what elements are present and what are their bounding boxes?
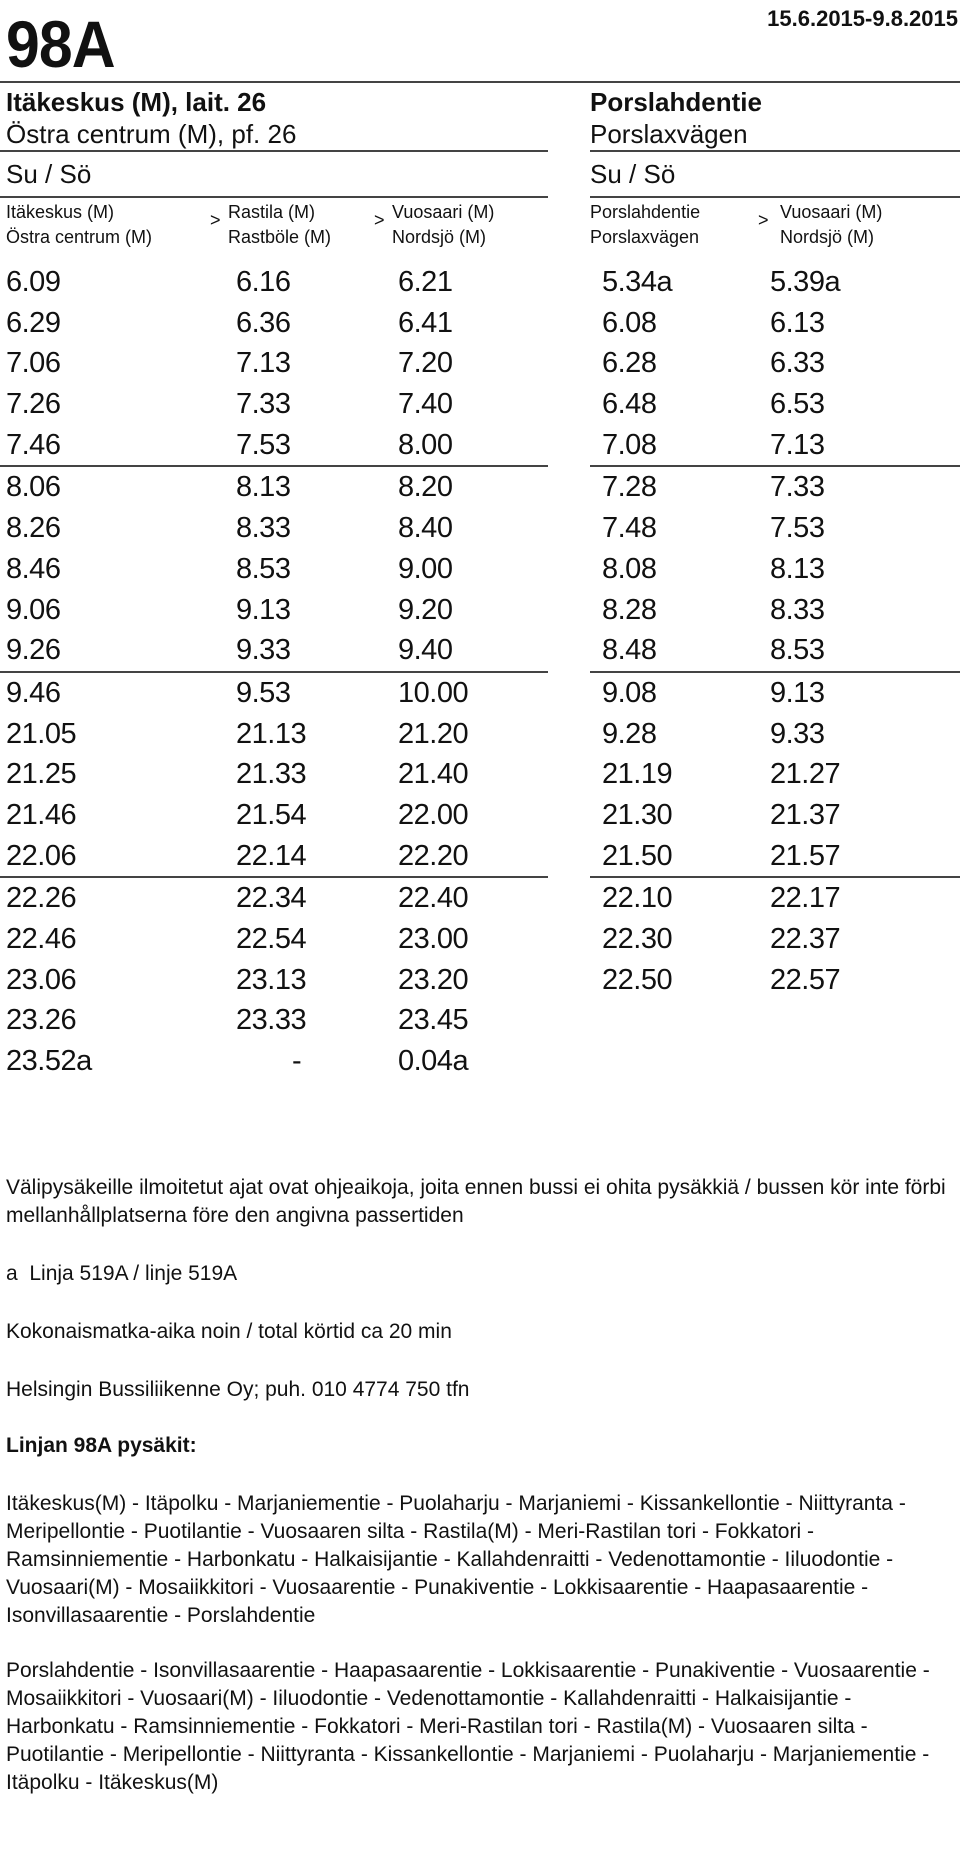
departure-time: - <box>292 1045 302 1078</box>
header-sv: Rastböle (M) <box>228 227 332 247</box>
departure-time: 21.27 <box>770 758 841 791</box>
departure-time: 23.45 <box>398 1004 469 1037</box>
departure-time: 21.19 <box>602 758 673 791</box>
day-label: Su / Sö <box>6 159 92 189</box>
departure-rows <box>590 262 960 1000</box>
departure-row <box>590 714 960 755</box>
departure-time: 21.57 <box>770 839 841 872</box>
departure-time: 23.26 <box>6 1004 77 1037</box>
departure-time: 23.52a <box>6 1045 92 1078</box>
departure-time: 23.13 <box>236 963 307 996</box>
header-sv: Nordsjö (M) <box>780 227 875 247</box>
departure-time: 6.13 <box>770 306 825 339</box>
departure-time: 6.29 <box>6 306 61 339</box>
departure-row <box>590 630 960 673</box>
timetable-itakeskus <box>0 86 548 1082</box>
departure-time: 8.33 <box>236 512 291 545</box>
departure-row <box>590 262 960 303</box>
departure-row <box>590 467 960 508</box>
route-number: 98A <box>6 7 115 81</box>
stop-name-sv: Östra centrum (M), pf. 26 <box>6 119 297 149</box>
header-fi: Vuosaari (M) <box>780 202 883 222</box>
departure-time: 7.06 <box>6 347 61 380</box>
departure-time: 7.48 <box>602 512 657 545</box>
departure-time: 8.33 <box>770 593 825 626</box>
header-fi: Vuosaari (M) <box>392 202 495 222</box>
departure-time: 22.30 <box>602 923 673 955</box>
departure-row <box>0 1000 548 1041</box>
departure-time: 22.00 <box>398 798 469 831</box>
departure-time: 8.48 <box>602 634 657 667</box>
departure-row <box>0 960 548 1001</box>
departure-time: 6.33 <box>770 347 825 380</box>
day-label: Su / Sö <box>590 159 676 189</box>
departure-time: 21.30 <box>602 798 673 831</box>
departure-time: 6.36 <box>236 306 291 339</box>
departure-time: 8.08 <box>602 552 657 585</box>
departure-row <box>0 384 548 425</box>
departure-time: 6.21 <box>398 266 453 298</box>
departure-row <box>590 303 960 344</box>
departure-time: 10.00 <box>398 676 469 709</box>
departure-time: 22.26 <box>6 882 77 915</box>
departure-time: 9.53 <box>236 676 291 709</box>
departure-row <box>590 384 960 425</box>
validity-period: 15.6.2015-9.8.2015 <box>767 6 958 31</box>
departure-time: 8.28 <box>602 593 657 626</box>
departure-time: 23.00 <box>398 923 469 955</box>
departure-time: 23.06 <box>6 963 77 996</box>
departure-row <box>590 590 960 631</box>
departure-row <box>0 1041 548 1082</box>
departure-time: 5.39a <box>770 266 841 298</box>
departure-time: 6.16 <box>236 266 291 298</box>
departure-time: 6.53 <box>770 388 825 421</box>
departure-row <box>590 673 960 714</box>
departure-time: 8.53 <box>236 552 291 585</box>
departure-time: 21.37 <box>770 798 841 831</box>
departure-row <box>0 467 548 508</box>
departure-time: 21.46 <box>6 798 77 831</box>
departure-row <box>590 878 960 919</box>
departure-time: 22.57 <box>770 963 841 996</box>
departure-time: 22.37 <box>770 923 841 955</box>
departure-time: 21.05 <box>6 717 77 750</box>
total-travel-time: Kokonaismatka-aika noin / total körtid ca 20 min <box>6 1320 452 1343</box>
departure-rows <box>0 262 548 1082</box>
column-headers <box>0 198 548 254</box>
header-divider <box>0 81 960 83</box>
departure-time: 6.41 <box>398 306 453 339</box>
departure-row <box>0 714 548 755</box>
column-header <box>780 200 882 250</box>
departure-time: 23.33 <box>236 1004 307 1037</box>
departure-row <box>0 836 548 879</box>
departure-time: 6.09 <box>6 266 61 298</box>
departure-time: 8.06 <box>6 471 61 504</box>
departure-row <box>590 960 960 1001</box>
stops-outbound: Itäkeskus(M) - Itäpolku - Marjaniementie - Puolaharju - Marjaniemi - Kissankellontie - Niittyranta - Meripellontie - Puotilantie - Vuosaaren silta - Rastila(M) - Meri-Rastilan tori - Fokkatori - Ramsinniementie - Harbonkatu - Halkaisijantie - Kallahdenraitti - Vedenottamontie - Iiluodontie - Vuosaari(M) - Mosaiikkitori - Vuosaarentie - Punakiventie - Lokkisaarentie - Haapasaarentie - Isonvillasaarentie - Porslahdentie <box>6 1492 906 1627</box>
departure-time: 21.13 <box>236 717 307 750</box>
departure-time: 7.33 <box>236 388 291 421</box>
departure-row <box>0 343 548 384</box>
departure-row <box>0 590 548 631</box>
departure-time: 0.04a <box>398 1045 469 1078</box>
departure-row <box>0 425 548 468</box>
departure-time: 22.14 <box>236 839 307 872</box>
column-headers <box>590 198 960 254</box>
column-header <box>392 200 494 250</box>
departure-time: 21.54 <box>236 798 307 831</box>
departure-time: 7.26 <box>6 388 61 421</box>
departure-row <box>0 549 548 590</box>
departure-row <box>590 549 960 590</box>
departure-time: 5.34a <box>602 266 673 298</box>
departure-time: 22.10 <box>602 882 673 915</box>
departure-time: 8.13 <box>236 471 291 504</box>
column-header <box>590 200 700 250</box>
departure-row <box>0 878 548 919</box>
departure-time: 9.40 <box>398 634 453 667</box>
column-header <box>6 200 152 250</box>
departure-row <box>590 425 960 468</box>
departure-row <box>0 754 548 795</box>
operator-info: Helsingin Bussiliikenne Oy; puh. 010 4774 750 tfn <box>6 1378 470 1401</box>
departure-time: 7.46 <box>6 428 61 461</box>
stop-name-fi: Porslahdentie <box>590 87 762 117</box>
stop-name-sv: Porslaxvägen <box>590 119 748 149</box>
departure-time: 9.46 <box>6 676 61 709</box>
departure-time: 7.53 <box>236 428 291 461</box>
departure-time: 9.13 <box>770 676 825 709</box>
departure-time: 7.28 <box>602 471 657 504</box>
departure-row <box>0 303 548 344</box>
departure-time: 7.53 <box>770 512 825 545</box>
departure-row <box>0 673 548 714</box>
departure-time: 21.33 <box>236 758 307 791</box>
header-fi: Rastila (M) <box>228 202 316 222</box>
departure-row <box>590 508 960 549</box>
notes-section <box>6 1174 956 1797</box>
departure-time: 9.00 <box>398 552 453 585</box>
timetable-porslahdentie <box>590 86 960 1000</box>
departure-row <box>0 919 548 960</box>
departure-time: 8.40 <box>398 512 453 545</box>
departure-time: 7.08 <box>602 428 657 461</box>
departure-row <box>590 919 960 960</box>
header-fi: Itäkeskus (M) <box>6 202 115 222</box>
departure-row <box>590 836 960 879</box>
departure-time: 7.20 <box>398 347 453 380</box>
departure-time: 23.20 <box>398 963 469 996</box>
footnote-a: a Linja 519A / linje 519A <box>6 1262 238 1285</box>
departure-time: 22.34 <box>236 882 307 915</box>
departure-time: 9.33 <box>236 634 291 667</box>
departure-time: 6.28 <box>602 347 657 380</box>
departure-row <box>0 508 548 549</box>
departure-time: 7.33 <box>770 471 825 504</box>
departure-time: 22.46 <box>6 923 77 955</box>
departure-time: 8.26 <box>6 512 61 545</box>
departure-time: 21.25 <box>6 758 77 791</box>
departure-row <box>590 343 960 384</box>
departure-row <box>0 795 548 836</box>
departure-time: 9.20 <box>398 593 453 626</box>
header-sv: Östra centrum (M) <box>6 227 153 247</box>
departure-time: 9.33 <box>770 717 825 750</box>
departure-time: 8.20 <box>398 471 453 504</box>
departure-row <box>0 630 548 673</box>
departure-time: 22.50 <box>602 963 673 996</box>
departure-time: 6.08 <box>602 306 657 339</box>
departure-time: 9.13 <box>236 593 291 626</box>
stop-name-fi: Itäkeskus (M), lait. 26 <box>6 87 267 117</box>
departure-time: 22.17 <box>770 882 841 915</box>
direction-arrow: > <box>374 210 385 230</box>
departure-time: 21.40 <box>398 758 469 791</box>
departure-time: 7.40 <box>398 388 453 421</box>
departure-time: 8.00 <box>398 428 453 461</box>
departure-time: 7.13 <box>770 428 825 461</box>
direction-arrow: > <box>758 210 769 230</box>
stops-inbound: Porslahdentie - Isonvillasaarentie - Haapasaarentie - Lokkisaarentie - Punakiventie - Vuosaarentie - Mosaiikkitori - Vuosaari(M) - Iiluodontie - Vedenottamontie - Kallahdenraitti - Halkaisijantie - Harbonkatu - Ramsinniementie - Fokkatori - Meri-Rastilan tori - Rastila(M) - Vuosaaren silta - Puotilantie - Meripellontie - Niittyranta - Kissankellontie - Marjaniemi - Puolaharju - Marjaniementie - Itäpolku - Itäkeskus(M) <box>6 1659 930 1794</box>
departure-row <box>0 262 548 303</box>
header-sv: Porslaxvägen <box>590 227 700 247</box>
departure-time: 8.53 <box>770 634 825 667</box>
departure-time: 6.48 <box>602 388 657 421</box>
departure-time: 22.40 <box>398 882 469 915</box>
departure-time: 22.54 <box>236 923 307 955</box>
departure-time: 8.13 <box>770 552 825 585</box>
departure-time: 22.20 <box>398 839 469 872</box>
departure-time: 21.50 <box>602 839 673 872</box>
departure-time: 9.28 <box>602 717 657 750</box>
departure-time: 22.06 <box>6 839 77 872</box>
timing-note: Välipysäkeille ilmoitetut ajat ovat ohjeaikoja, joita ennen bussi ei ohita pysäkkiä / bussen kör inte förbi mellanhållplatserna före den angivna passertiden <box>6 1176 946 1227</box>
departure-time: 9.26 <box>6 634 61 667</box>
departure-time: 8.46 <box>6 552 61 585</box>
direction-arrow: > <box>210 210 221 230</box>
header-fi: Porslahdentie <box>590 202 701 222</box>
header-sv: Nordsjö (M) <box>392 227 487 247</box>
departure-time: 21.20 <box>398 717 469 750</box>
departure-time: 9.08 <box>602 676 657 709</box>
departure-row <box>590 754 960 795</box>
stops-heading: Linjan 98A pysäkit: <box>6 1434 197 1457</box>
column-header <box>228 200 331 250</box>
departure-time: 9.06 <box>6 593 61 626</box>
departure-row <box>590 795 960 836</box>
departure-time: 7.13 <box>236 347 291 380</box>
